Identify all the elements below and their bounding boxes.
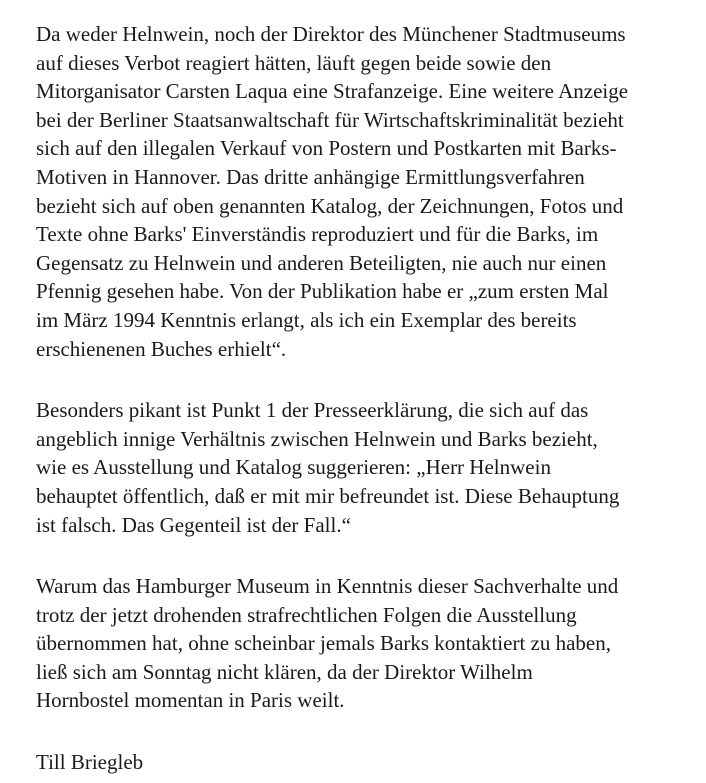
text-line: wie es Ausstellung und Katalog suggerieren: „Herr Helnwein bbox=[36, 455, 551, 480]
text-line: Mitorganisator Carsten Laqua eine Strafanzeige. Eine weitere Anzeige bbox=[36, 79, 629, 104]
text-line: bei der Berliner Staatsanwaltschaft für Wirtschaftskriminalität bezieht bbox=[36, 107, 624, 132]
text-line: auf dieses Verbot reagiert hätten, läuft gegen beide sowie den bbox=[36, 50, 552, 75]
text-line: Besonders pikant ist Punkt 1 der Presseerklärung, die sich auf das bbox=[36, 398, 589, 423]
text-line: ließ sich am Sonntag nicht klären, da der Direktor Wilhelm bbox=[36, 659, 533, 684]
text-line: erschienenen Buches erhielt“. bbox=[36, 336, 287, 361]
text-line: Motiven in Hannover. Das dritte anhängige Ermittlungsverfahren bbox=[36, 164, 585, 189]
text-line: behauptet öffentlich, daß er mit mir befreundet ist. Diese Behauptung bbox=[36, 483, 620, 508]
text-line: Gegensatz zu Helnwein und anderen Beteiligten, nie auch nur einen bbox=[36, 250, 607, 275]
text-line: Warum das Hamburger Museum in Kenntnis dieser Sachverhalte und bbox=[36, 574, 619, 599]
text-line: trotz der jetzt drohenden strafrechtlichen Folgen die Ausstellung bbox=[36, 602, 577, 627]
text-line: angeblich innige Verhältnis zwischen Helnwein und Barks bezieht, bbox=[36, 426, 598, 451]
text-line: im März 1994 Kenntnis erlangt, als ich ein Exemplar des bereits bbox=[36, 307, 577, 332]
text-line: übernommen hat, ohne scheinbar jemals Barks kontaktiert zu haben, bbox=[36, 631, 611, 656]
paragraph-3 bbox=[36, 572, 688, 715]
text-line: Hornbostel momentan in Paris weilt. bbox=[36, 688, 345, 713]
text-line: Texte ohne Barks' Einverständis reproduziert und für die Barks, im bbox=[36, 222, 599, 247]
text-line: sich auf den illegalen Verkauf von Postern und Postkarten mit Barks- bbox=[36, 136, 617, 161]
text-line: Till Briegleb bbox=[36, 750, 144, 775]
text-line: Da weder Helnwein, noch der Direktor des Münchener Stadtmuseums bbox=[36, 22, 626, 46]
text-line: ist falsch. Das Gegenteil ist der Fall.“ bbox=[36, 512, 351, 537]
paragraph-1 bbox=[36, 20, 688, 363]
text-line: Pfennig gesehen habe. Von der Publikation habe er „zum ersten Mal bbox=[36, 279, 609, 304]
author-signature bbox=[36, 748, 688, 777]
text-line: bezieht sich auf oben genannten Katalog, der Zeichnungen, Fotos und bbox=[36, 193, 624, 218]
paragraph-2 bbox=[36, 396, 688, 539]
